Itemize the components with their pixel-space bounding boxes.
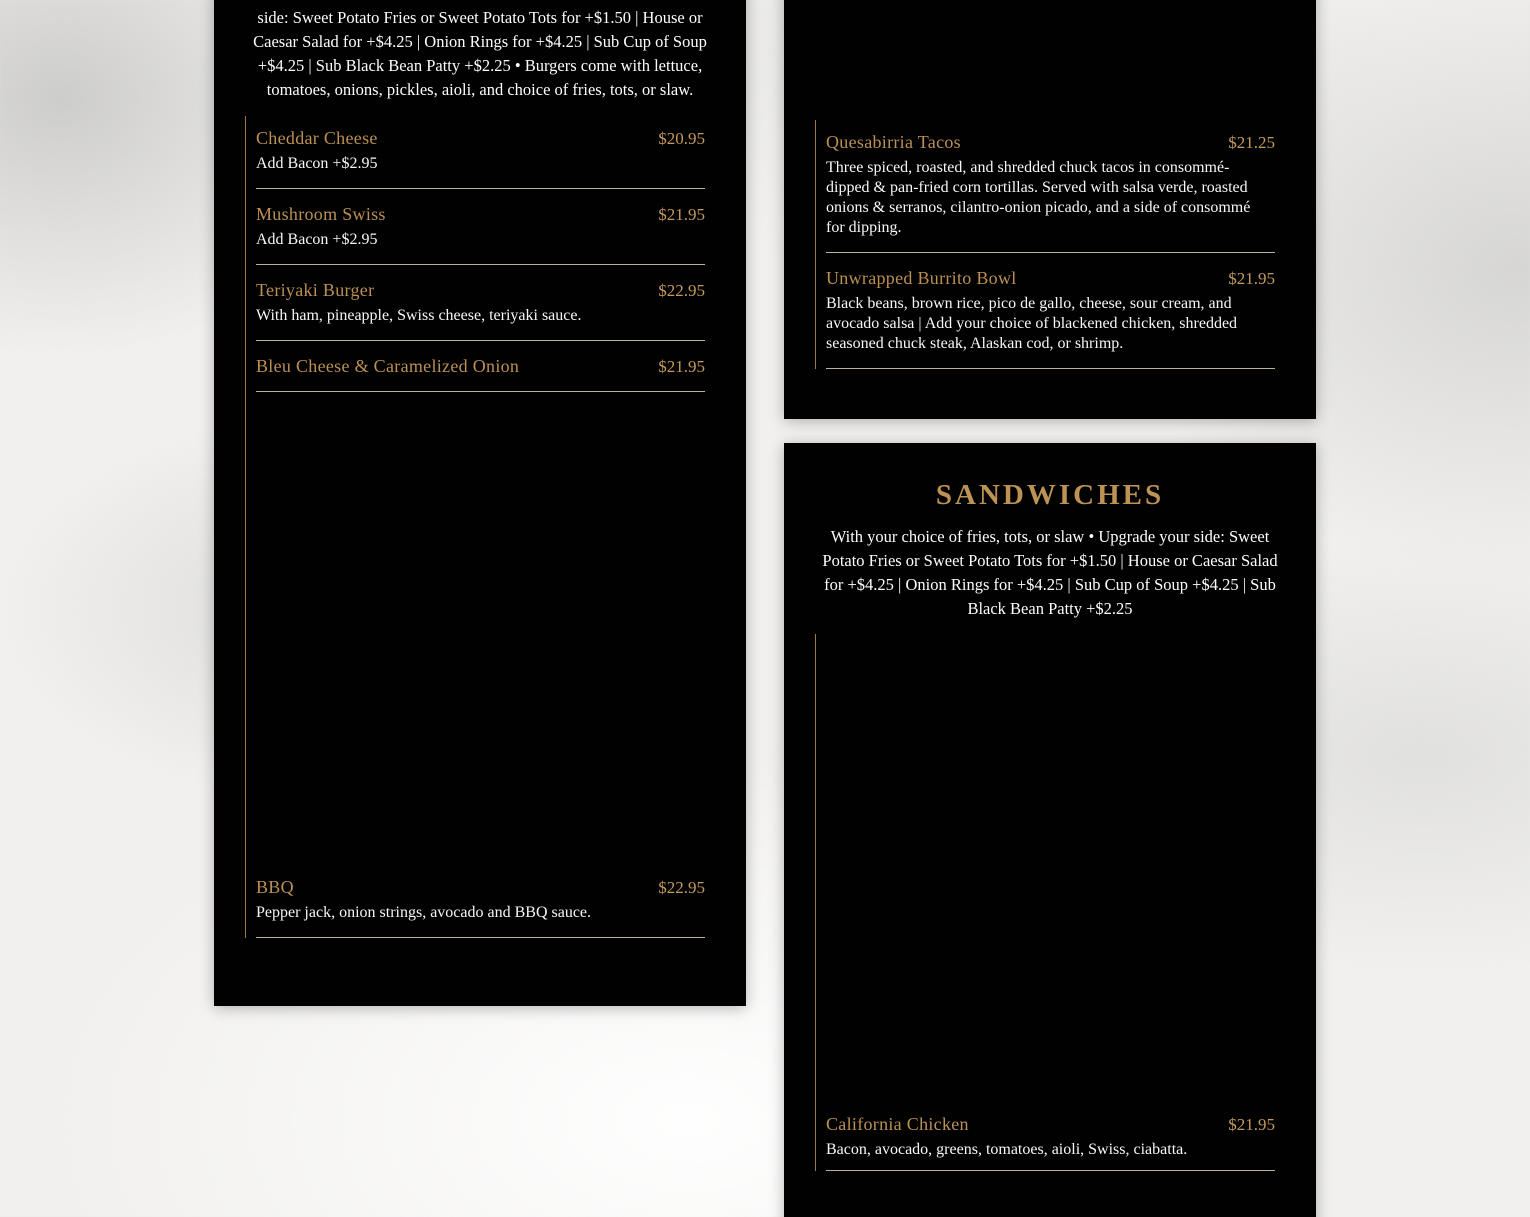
menu-item-name: BBQ <box>256 877 294 897</box>
menu-item-unwrapped-burrito-bowl <box>826 253 1275 369</box>
sandwiches-intro-text: With your choice of fries, tots, or slaw • Upgrade your side: Sweet Potato Fries or Sweet Potato Tots for +$1.50 | House or Caesar Salad for +$4.25 | Onion Rings for +$4.25 | Sub Cup of Soup +$4.25 | Sub Black Bean Patty +$2.25 <box>822 527 1278 618</box>
menu-photo-placeholder <box>256 392 705 862</box>
menu-item-desc: Add Bacon +$2.95 <box>256 231 378 248</box>
menu-item-desc: Three spiced, roasted, and shredded chuck tacos in consommé-dipped & pan-fried corn tortillas. Served with salsa verde, roasted onions & serranos, cilantro-onion picado, and a side of consommé for dipping. <box>826 159 1251 236</box>
burgers-intro-text: side: Sweet Potato Fries or Sweet Potato Tots for +$1.50 | House or Caesar Salad for +$4.25 | Onion Rings for +$4.25 | Sub Cup of Soup +$4.25 | Sub Black Bean Patty +$2.25 • Burgers come with lettuce, tomatoes, onions, pickles, aioli, and choice of fries, tots, or slaw. <box>253 8 707 99</box>
menu-item-teriyaki-burger <box>256 265 705 341</box>
menu-item-bleu-cheese-caramelized-onion <box>256 341 705 392</box>
sandwiches-section-heading: SANDWICHES <box>935 479 1165 511</box>
menu-item-name: Bleu Cheese & Caramelized Onion <box>256 356 520 376</box>
menu-item-desc: With ham, pineapple, Swiss cheese, teriyaki sauce. <box>256 307 582 324</box>
tacos-item-list <box>815 120 1275 369</box>
menu-item-name: Quesabirria Tacos <box>826 132 961 152</box>
menu-item-name: Teriyaki Burger <box>256 280 375 300</box>
menu-item-price: $21.95 <box>658 205 705 224</box>
sandwiches-menu-card <box>784 443 1316 1217</box>
burgers-menu-card <box>214 0 746 1006</box>
menu-item-desc: Add Bacon +$2.95 <box>256 155 378 172</box>
menu-item-desc: Black beans, brown rice, pico de gallo, cheese, sour cream, and avocado salsa | Add your choice of blackened chicken, shredded seasoned chuck steak, Alaskan cod, or shrimp. <box>826 295 1238 352</box>
burgers-item-list <box>245 116 705 938</box>
menu-item-price: $21.95 <box>1228 1115 1275 1134</box>
menu-item-price: $21.95 <box>658 357 705 376</box>
menu-item-price: $22.95 <box>658 878 705 897</box>
menu-item-name: Unwrapped Burrito Bowl <box>826 268 1017 288</box>
menu-item-california-chicken <box>826 1104 1275 1171</box>
menu-photo-placeholder <box>826 634 1275 1104</box>
menu-item-bbq <box>256 862 705 938</box>
menu-item-mushroom-swiss <box>256 189 705 265</box>
menu-item-price: $20.95 <box>658 129 705 148</box>
menu-item-desc: Pepper jack, onion strings, avocado and BBQ sauce. <box>256 904 592 921</box>
menu-item-desc: Bacon, avocado, greens, tomatoes, aioli, Swiss, ciabatta. <box>826 1141 1188 1158</box>
menu-photo-placeholder <box>815 0 1285 106</box>
menu-item-price: $22.95 <box>658 281 705 300</box>
menu-item-quesabirria-tacos <box>826 120 1275 253</box>
menu-item-price: $21.95 <box>1228 269 1275 288</box>
menu-item-price: $21.25 <box>1228 133 1275 152</box>
menu-item-name: Mushroom Swiss <box>256 204 386 224</box>
menu-item-name: Cheddar Cheese <box>256 128 378 148</box>
menu-item-cheddar-cheese <box>256 116 705 189</box>
tacos-menu-card <box>784 0 1316 419</box>
menu-item-name: California Chicken <box>826 1114 969 1134</box>
sandwiches-item-list <box>815 634 1275 1171</box>
